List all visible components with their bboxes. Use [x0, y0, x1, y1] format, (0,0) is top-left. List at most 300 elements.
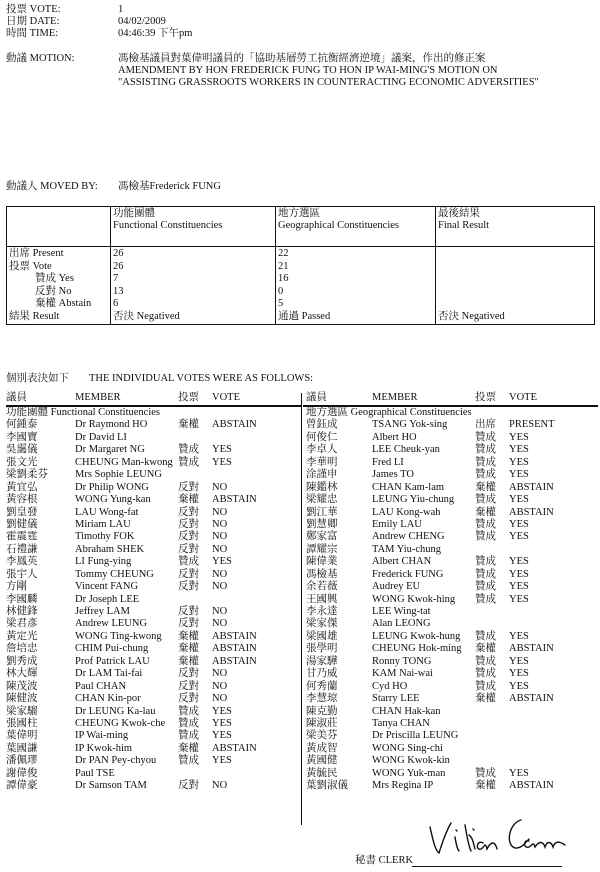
moved-by-value: 馮檢基Frederick FUNG	[118, 181, 221, 192]
vote-label: 投票 VOTE:	[6, 4, 61, 15]
summary-corner-cell	[7, 207, 111, 247]
vote-zh: 反對	[178, 568, 199, 580]
vote-value: YES	[509, 655, 529, 667]
member-name-zh: 張學明	[306, 643, 338, 655]
vote-zh: 贊成	[178, 556, 199, 568]
vote-value: ABSTAIN	[212, 630, 257, 642]
label-yes: 贊成 Yes	[35, 273, 74, 284]
section-label	[6, 407, 301, 419]
member-name: Albert CHAN	[372, 556, 432, 568]
vote-zh: 贊成	[475, 655, 496, 667]
vote-zh: 贊成	[475, 518, 496, 530]
vote-zh: 反對	[178, 481, 199, 493]
vote-value: ABSTAIN	[509, 693, 554, 705]
vote-zh: 贊成	[475, 568, 496, 580]
member-name-zh: 湯家驊	[306, 655, 338, 667]
vote-zh: 棄權	[178, 742, 199, 754]
member-name: LEE Wing-tat	[372, 606, 431, 617]
member-vote-row	[6, 780, 301, 792]
vote-value: YES	[212, 755, 232, 767]
motion-title-zh: 馮檢基議員對葉偉明議員的「協助基層勞工抗衡經濟逆境」議案，作出的修正案	[118, 53, 486, 64]
vote-zh: 反對	[178, 531, 199, 543]
member-name: WONG Ting-kwong	[75, 630, 162, 642]
motion-label: 動議 MOTION:	[6, 53, 75, 64]
member-vote-row	[303, 606, 598, 618]
column-headers	[6, 392, 301, 404]
member-name: CHEUNG Kwok-che	[75, 717, 166, 729]
vote-value: ABSTAIN	[212, 419, 257, 431]
member-vote-row	[6, 519, 301, 531]
summary-body-row	[7, 247, 595, 325]
vote-value: ABSTAIN	[509, 780, 554, 792]
member-vote-row	[6, 507, 301, 519]
member-vote-row	[303, 544, 598, 556]
member-vote-row	[303, 594, 598, 606]
vote-value: YES	[509, 431, 529, 443]
member-name: Albert HO	[372, 431, 417, 443]
member-vote-row	[303, 668, 598, 680]
member-vote-row	[6, 469, 301, 481]
vote-value: YES	[212, 456, 232, 468]
section-label	[303, 407, 598, 419]
column-title-en: Final Result	[438, 220, 490, 232]
column-headers	[303, 392, 598, 404]
label-result: 結果 Result	[9, 310, 60, 322]
summary-header-row	[7, 207, 595, 247]
motion-title-en-line1: AMENDMENT BY HON FREDERICK FUNG TO HON IP WAI-MING'S MOTION ON	[118, 65, 498, 76]
member-vote-row	[6, 457, 301, 469]
member-vote-row	[6, 718, 301, 730]
member-name: LEUNG Yiu-chung	[372, 494, 455, 506]
summary-row-labels	[7, 247, 111, 325]
member-name-zh: 譚耀宗	[306, 543, 338, 555]
member-name-zh: 黃容根	[6, 494, 38, 506]
vote-value: YES	[509, 581, 529, 593]
label-vote: 投票 Vote	[9, 260, 52, 272]
vote-zh: 反對	[178, 506, 199, 518]
vote-zh: 反對	[178, 518, 199, 530]
vote-zh: 贊成	[475, 456, 496, 468]
member-name-zh: 何秀蘭	[306, 680, 338, 692]
member-name-zh: 林大輝	[6, 668, 38, 680]
member-name-zh: 陳鑑林	[306, 481, 338, 493]
member-name-zh: 何俊仁	[306, 431, 338, 443]
clerk-label: 秘書 CLERK	[355, 855, 414, 866]
member-vote-row	[6, 482, 301, 494]
vote-value: ABSTAIN	[509, 481, 554, 493]
vote-zh: 贊成	[178, 444, 199, 456]
member-name: IP Kwok-him	[75, 742, 133, 754]
vote-zh: 贊成	[178, 705, 199, 717]
member-name-zh: 余若薇	[306, 581, 338, 593]
vote-value: ABSTAIN	[509, 643, 554, 655]
column-divider	[301, 393, 302, 825]
member-vote-row	[6, 643, 301, 655]
member-vote-row	[303, 444, 598, 456]
vote-value: YES	[509, 494, 529, 506]
member-name-zh: 吳靄儀	[6, 444, 38, 456]
member-vote-row	[303, 618, 598, 630]
vote-zh: 棄權	[178, 655, 199, 667]
member-name-zh: 李鳳英	[6, 556, 38, 568]
member-name-zh: 劉皇發	[6, 506, 38, 518]
member-name: Dr LEUNG Ka-lau	[75, 705, 156, 717]
member-name-zh: 陳克勤	[306, 705, 338, 717]
summary-final-values	[436, 247, 595, 325]
member-name: LAU Wong-fat	[75, 506, 139, 518]
member-name: Dr Raymond HO	[75, 419, 148, 431]
vote-summary-table	[6, 206, 595, 325]
vote-value: YES	[212, 705, 232, 717]
member-name: Dr Philip WONG	[75, 481, 149, 493]
vote-zh: 反對	[178, 780, 199, 792]
member-name-zh: 石禮謙	[6, 543, 38, 555]
member-name: CHIM Pui-chung	[75, 643, 149, 655]
member-vote-row	[303, 693, 598, 705]
vote-value: ABSTAIN	[212, 643, 257, 655]
member-vote-row	[303, 780, 598, 792]
summary-header-geographical	[276, 207, 436, 247]
member-name-zh: 李華明	[306, 456, 338, 468]
vote-value: ABSTAIN	[212, 655, 257, 667]
member-vote-row	[6, 631, 301, 643]
functional-votes-list	[6, 392, 301, 793]
member-vote-row	[6, 432, 301, 444]
member-vote-row	[6, 556, 301, 568]
member-vote-row	[6, 419, 301, 431]
functional-abstain: 6	[113, 298, 119, 309]
individual-votes-title-en: THE INDIVIDUAL VOTES WERE AS FOLLOWS:	[89, 373, 314, 384]
member-name: Miriam LAU	[75, 518, 131, 530]
member-name-zh: 李國麟	[6, 593, 38, 605]
member-name-zh: 李永達	[306, 606, 338, 617]
member-name-zh: 林健鋒	[6, 606, 38, 617]
vote-zh: 反對	[178, 680, 199, 692]
member-name-zh: 鄭家富	[306, 531, 338, 543]
member-name-zh: 張國柱	[6, 717, 38, 729]
member-name-zh: 方剛	[6, 581, 27, 593]
vote-value: NO	[212, 568, 228, 580]
member-name-zh: 張宇人	[6, 568, 38, 580]
member-vote-row	[303, 457, 598, 469]
vote-zh: 棄權	[475, 481, 496, 493]
member-vote-row	[303, 507, 598, 519]
vote-zh: 贊成	[475, 630, 496, 642]
functional-vote: 26	[113, 260, 124, 272]
member-vote-row	[303, 718, 598, 730]
label-present: 出席 Present	[9, 248, 64, 259]
member-vote-row	[303, 755, 598, 767]
section-geographical-label: 地方選區 Geographical Constituencies	[306, 407, 472, 418]
member-name-zh: 譚偉豪	[6, 780, 38, 792]
member-name: Cyd HO	[372, 680, 408, 692]
member-name-zh: 陳淑莊	[306, 717, 338, 729]
member-name-zh: 葉劉淑儀	[306, 780, 348, 792]
vote-zh: 反對	[178, 581, 199, 593]
member-vote-row	[6, 730, 301, 742]
member-name: Emily LAU	[372, 518, 422, 530]
column-title-zh: 功能團體	[113, 208, 155, 219]
member-name: LAU Kong-wah	[372, 506, 441, 518]
member-name: Mrs Sophie LEUNG	[75, 469, 162, 481]
member-vote-row	[6, 656, 301, 668]
member-vote-row	[6, 606, 301, 618]
summary-header-final	[436, 207, 595, 247]
member-name: Jeffrey LAM	[75, 606, 130, 617]
member-vote-row	[303, 556, 598, 568]
label-abstain: 棄權 Abstain	[35, 298, 92, 309]
vote-value: YES	[509, 767, 529, 779]
member-name: Tanya CHAN	[372, 717, 430, 729]
member-vote-row	[6, 444, 301, 456]
vote-zh: 棄權	[475, 506, 496, 518]
member-name: Dr PAN Pey-chyou	[75, 755, 157, 767]
section-functional-label: 功能團體 Functional Constituencies	[6, 407, 160, 418]
vote-value: NO	[212, 481, 228, 493]
member-vote-row	[303, 469, 598, 481]
geographical-no: 0	[278, 285, 284, 297]
member-name-zh: 李國寶	[6, 431, 38, 443]
vote-value: YES	[212, 444, 232, 456]
member-name: Ronny TONG	[372, 655, 432, 667]
member-vote-row	[303, 419, 598, 431]
member-name-zh: 陳健波	[6, 693, 38, 705]
vote-zh: 反對	[178, 668, 199, 680]
member-name-zh: 葉偉明	[6, 730, 38, 742]
member-name: TAM Yiu-chung	[372, 543, 442, 555]
member-vote-row	[6, 755, 301, 767]
member-vote-row	[6, 618, 301, 630]
vote-value: NO	[212, 780, 228, 792]
vote-zh: 贊成	[178, 456, 199, 468]
member-name-zh: 詹培忠	[6, 643, 38, 655]
vote-value: YES	[509, 556, 529, 568]
header-vote: VOTE	[212, 392, 240, 403]
header-vote-zh: 投票	[178, 392, 199, 403]
vote-value: YES	[509, 593, 529, 605]
vote-value: YES	[509, 630, 529, 642]
member-vote-row	[6, 494, 301, 506]
member-vote-row	[303, 706, 598, 718]
member-name-zh: 黃毓民	[306, 767, 338, 779]
member-name-zh: 馮檢基	[306, 568, 338, 580]
member-name-zh: 梁美芬	[306, 730, 338, 742]
member-name-zh: 劉健儀	[6, 518, 38, 530]
vote-value: NO	[212, 506, 228, 518]
vote-value: NO	[212, 693, 228, 705]
member-name-zh: 何鍾泰	[6, 419, 38, 431]
member-name: Paul TSE	[75, 767, 115, 779]
column-title-en: Geographical Constituencies	[278, 220, 400, 232]
vote-number: 1	[118, 4, 124, 15]
functional-no: 13	[113, 285, 124, 297]
vote-value: YES	[509, 518, 529, 530]
member-vote-row	[303, 482, 598, 494]
functional-yes: 7	[113, 273, 119, 284]
vote-zh: 贊成	[475, 494, 496, 506]
member-name-zh: 陳偉業	[306, 556, 338, 568]
summary-functional-values	[111, 247, 276, 325]
member-name: CHAN Hak-kan	[372, 705, 441, 717]
column-title-zh: 最後結果	[438, 208, 480, 219]
member-name: LEE Cheuk-yan	[372, 444, 440, 456]
member-name: Dr Priscilla LEUNG	[372, 730, 459, 742]
date-label: 日期 DATE:	[6, 16, 60, 27]
vote-value: ABSTAIN	[509, 506, 554, 518]
vote-value: NO	[212, 581, 228, 593]
member-vote-row	[6, 706, 301, 718]
member-vote-row	[6, 681, 301, 693]
member-name: Vincent FANG	[75, 581, 139, 593]
date-value: 04/02/2009	[118, 16, 166, 27]
vote-zh: 贊成	[475, 469, 496, 481]
vote-zh: 棄權	[475, 780, 496, 792]
vote-value: NO	[212, 680, 228, 692]
member-vote-row	[6, 569, 301, 581]
clerk-signature	[425, 815, 585, 860]
member-name-zh: 劉秀成	[6, 655, 38, 667]
member-name-zh: 潘佩璆	[6, 755, 38, 767]
label-no: 反對 No	[35, 285, 72, 297]
member-name: Frederick FUNG	[372, 568, 444, 580]
member-vote-row	[303, 743, 598, 755]
member-name: Tommy CHEUNG	[75, 568, 154, 580]
vote-value: NO	[212, 668, 228, 680]
member-name: TSANG Yok-sing	[372, 419, 448, 431]
vote-value: YES	[509, 531, 529, 543]
member-name-zh: 劉慧卿	[306, 518, 338, 530]
vote-zh: 贊成	[475, 531, 496, 543]
member-vote-row	[303, 519, 598, 531]
vote-zh: 出席	[475, 419, 496, 431]
member-name-zh: 霍震霆	[6, 531, 38, 543]
member-name: Paul CHAN	[75, 680, 127, 692]
member-name-zh: 梁國雄	[306, 630, 338, 642]
geographical-present: 22	[278, 248, 289, 259]
member-vote-row	[303, 531, 598, 543]
vote-zh: 贊成	[475, 556, 496, 568]
vote-zh: 贊成	[475, 431, 496, 443]
member-vote-row	[6, 594, 301, 606]
geographical-result: 通過 Passed	[278, 310, 331, 322]
member-name-zh: 黃宜弘	[6, 481, 38, 493]
member-vote-row	[6, 544, 301, 556]
member-name-zh: 黃定光	[6, 630, 38, 642]
vote-value: YES	[212, 730, 232, 742]
member-name: KAM Nai-wai	[372, 668, 433, 680]
geographical-votes-list	[303, 392, 598, 793]
member-name: WONG Kwok-hing	[372, 593, 456, 605]
vote-zh: 贊成	[178, 730, 199, 742]
vote-value: YES	[509, 680, 529, 692]
member-vote-row	[303, 730, 598, 742]
vote-zh: 棄權	[178, 643, 199, 655]
member-name: Timothy FOK	[75, 531, 135, 543]
member-name: James TO	[372, 469, 414, 481]
member-name-zh: 甘乃威	[306, 668, 338, 680]
member-vote-row	[6, 581, 301, 593]
member-name: Dr Samson TAM	[75, 780, 147, 792]
vote-zh: 贊成	[475, 581, 496, 593]
vote-zh: 棄權	[178, 630, 199, 642]
member-vote-row	[6, 668, 301, 680]
member-vote-row	[303, 569, 598, 581]
member-name: Abraham SHEK	[75, 543, 145, 555]
member-name-zh: 李慧琼	[306, 693, 338, 705]
header-member-zh: 議員	[306, 392, 327, 403]
time-label: 時間 TIME:	[6, 28, 59, 39]
vote-value: NO	[212, 518, 228, 530]
column-title-zh: 地方選區	[278, 208, 320, 219]
final-result: 否決 Negatived	[438, 310, 505, 322]
member-name-zh: 張文光	[6, 456, 38, 468]
member-vote-row	[303, 681, 598, 693]
header-member: MEMBER	[372, 392, 418, 403]
vote-value: YES	[212, 717, 232, 729]
functional-result: 否決 Negatived	[113, 310, 180, 322]
vote-value: YES	[509, 469, 529, 481]
vote-zh: 贊成	[475, 767, 496, 779]
member-name-zh: 梁家騮	[6, 705, 38, 717]
member-name-zh: 葉國謙	[6, 742, 38, 754]
header-member: MEMBER	[75, 392, 121, 403]
vote-zh: 棄權	[178, 419, 199, 431]
member-name-zh: 劉江華	[306, 506, 338, 518]
geographical-yes: 16	[278, 273, 289, 284]
member-name: CHEUNG Hok-ming	[372, 643, 462, 655]
vote-zh: 贊成	[178, 717, 199, 729]
member-name: CHAN Kin-por	[75, 693, 141, 705]
member-name: WONG Yuk-man	[372, 767, 446, 779]
vote-zh: 反對	[178, 618, 199, 630]
member-name: LEUNG Kwok-hung	[372, 630, 461, 642]
geographical-vote: 21	[278, 260, 289, 272]
vote-value: YES	[509, 568, 529, 580]
header-vote: VOTE	[509, 392, 537, 403]
member-name: Starry LEE	[372, 693, 420, 705]
member-vote-row	[303, 768, 598, 780]
member-vote-row	[6, 768, 301, 780]
summary-header-functional	[111, 207, 276, 247]
geographical-abstain: 5	[278, 298, 284, 309]
vote-zh: 反對	[178, 606, 199, 617]
member-name: Mrs Regina IP	[372, 780, 434, 792]
member-vote-row	[6, 743, 301, 755]
motion-title-en-line2: "ASSISTING GRASSROOTS WORKERS IN COUNTERACTING ECONOMIC ADVERSITIES"	[118, 77, 539, 88]
vote-zh: 反對	[178, 543, 199, 555]
moved-by-label: 動議人 MOVED BY:	[6, 181, 98, 192]
vote-value: YES	[509, 668, 529, 680]
vote-value: NO	[212, 531, 228, 543]
member-name-zh: 李卓人	[306, 444, 338, 456]
vote-value: YES	[509, 444, 529, 456]
vote-value: ABSTAIN	[212, 742, 257, 754]
vote-zh: 贊成	[475, 444, 496, 456]
member-name: Andrew CHENG	[372, 531, 445, 543]
member-name-zh: 涂謹申	[306, 469, 338, 481]
member-name: IP Wai-ming	[75, 730, 129, 742]
time-value: 04:46:39 下午pm	[118, 28, 193, 39]
member-name: Audrey EU	[372, 581, 421, 593]
member-name: WONG Kwok-kin	[372, 755, 450, 767]
vote-value: NO	[212, 618, 228, 630]
header-member-zh: 議員	[6, 392, 27, 403]
member-name-zh: 曾鈺成	[306, 419, 338, 431]
member-name: Dr Margaret NG	[75, 444, 145, 456]
clerk-signature-line	[412, 866, 562, 867]
member-name-zh: 黃成智	[306, 742, 338, 754]
member-name: Dr David LI	[75, 431, 127, 443]
